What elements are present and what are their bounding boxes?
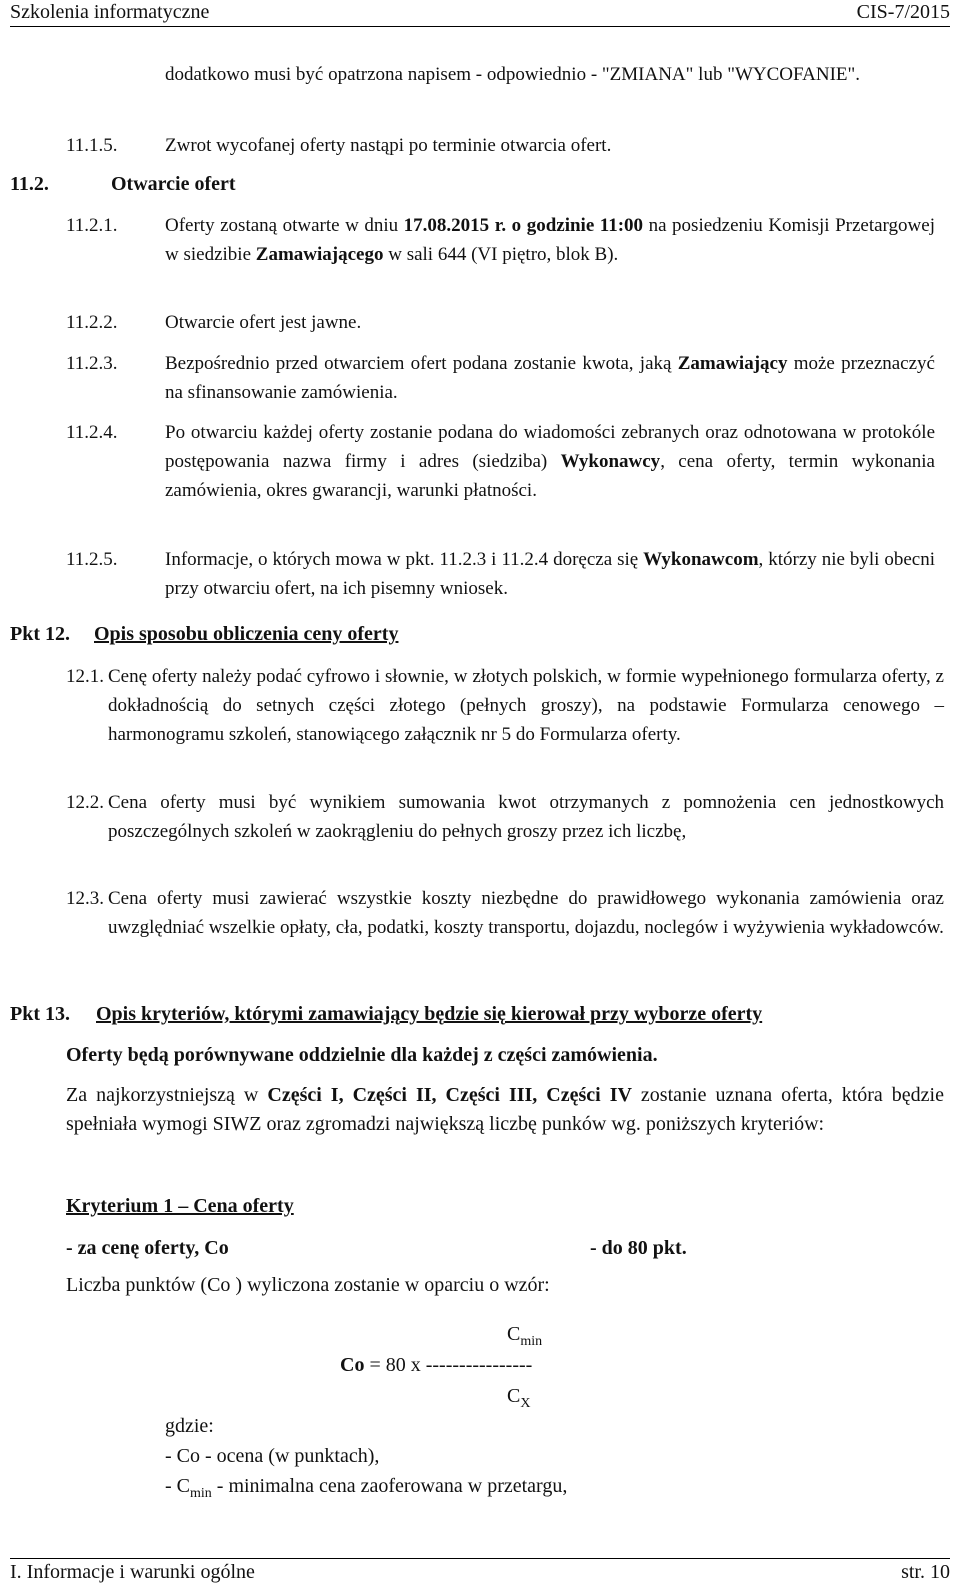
paragraph-13-bold: Oferty będą porównywane oddzielnie dla każdej z części zamówienia.	[66, 1044, 658, 1066]
footer-page-number: str. 10	[901, 1561, 950, 1583]
section-title-otwarcie: Otwarcie ofert	[111, 173, 236, 195]
definition-text: - minimalna cena zaoferowana w przetargu,	[211, 1475, 568, 1497]
formula-main-line	[340, 1351, 532, 1380]
text-run: , cena oferty, termin wykonania zamówienia, okres gwarancji, warunki płatności.	[165, 451, 935, 501]
section-number: 11.1.5.	[66, 135, 118, 156]
section-number: Pkt 12.	[10, 623, 70, 645]
definition-symbol: - C	[165, 1475, 190, 1497]
paragraph-13-criteria	[66, 1081, 944, 1139]
section-number: 11.2.4.	[66, 422, 118, 443]
section-number: Pkt 13.	[10, 1003, 70, 1025]
bold-text: Zamawiającego	[255, 244, 384, 265]
header-title: Szkolenia informatyczne	[10, 1, 210, 23]
section-number: 12.1.	[66, 666, 104, 687]
formula-numerator-subscript: min	[520, 1334, 543, 1349]
bold-text: Wykonawcom	[643, 549, 759, 570]
definition-cmin	[165, 1472, 865, 1508]
section-title-pkt13: Opis kryteriów, którymi zamawiający będzie się kierował przy wyborze oferty	[96, 1003, 763, 1025]
paragraph-12-2: Cena oferty musi być wynikiem sumowania kwot otrzymanych z pomnożenia cen jednostkowych poszczególnych szkoleń w zaokrągleniu do pełnych groszy przez ich liczbę,	[108, 792, 944, 842]
text-run: Oferty zostaną otwarte w dniu	[165, 215, 404, 236]
criterion-1-title: Kryterium 1 – Cena oferty	[66, 1195, 294, 1217]
section-number: 11.2.2.	[66, 312, 118, 333]
paragraph-12-1: Cenę oferty należy podać cyfrowo i słownie, w złotych polskich, w formie wypełnionego formularza oferty, z dokładnością do setnych części złotego (pełnych groszy), na podstawie Formularza cenowego – harmonogramu szkoleń, stanowiącego załącznik nr 5 do Formularza oferty.	[108, 666, 944, 745]
paragraph-12-3: Cena oferty musi zawierać wszystkie koszty niezbędne do prawidłowego wykonania zamówienia oraz uwzględniać wszelkie opłaty, cła, podatki, koszty transportu, dojazdu, noclegów i wyżywienia wykładowców.	[108, 888, 944, 938]
section-title-pkt12: Opis sposobu obliczenia ceny oferty	[94, 623, 399, 645]
bold-text: Części I, Części II, Części III, Części IV	[267, 1084, 632, 1106]
section-number: 12.2.	[66, 792, 104, 813]
formula-intro: Liczba punktów (Co ) wyliczona zostanie w oparciu o wzór:	[66, 1274, 550, 1296]
section-number: 11.2.5.	[66, 549, 118, 570]
bold-text: Wykonawcy	[560, 451, 661, 472]
text-run: w sali 644 (VI piętro, blok B).	[383, 244, 619, 265]
header-doc-id: CIS-7/2015	[856, 1, 950, 23]
footer-chapter: I. Informacje i warunki ogólne	[10, 1561, 255, 1583]
criterion-points: - do 80 pkt.	[590, 1237, 687, 1259]
text-run: zostanie uznana oferta, która będzie spełniała wymogi SIWZ oraz zgromadzi największą liczbę punków wg. poniższych kryteriów:	[66, 1084, 944, 1135]
bold-text: Zamawiający	[677, 353, 788, 374]
paragraph-11-1-5: Zwrot wycofanej oferty nastąpi po terminie otwarcia ofert.	[165, 135, 612, 156]
formula-lhs: Co	[340, 1354, 365, 1376]
text-run: Po otwarciu każdej oferty zostanie podana do wiadomości zebranych oraz odnotowana w protokóle postępowania nazwa firmy i adres (siedziba)	[165, 422, 935, 472]
page-footer	[10, 1558, 950, 1586]
paragraph-11-2-1	[165, 211, 935, 269]
section-number: 11.2.1.	[66, 215, 118, 236]
text-run: Bezpośrednio przed otwarciem ofert podana zostanie kwota, jaką	[165, 353, 678, 374]
text-run: , którzy nie byli obecni przy otwarciu ofert, na ich pisemny wniosek.	[165, 549, 935, 599]
text-run: Za najkorzystniejszą w	[66, 1084, 268, 1106]
definition-subscript: min	[190, 1486, 212, 1501]
intro-paragraph: dodatkowo musi być opatrzona napisem - odpowiednio - "ZMIANA" lub "WYCOFANIE".	[165, 64, 861, 85]
page-header	[10, 0, 950, 27]
bold-text: 17.08.2015 r. o godzinie 11:00	[403, 215, 644, 236]
definition-co: - Co - ocena (w punktach),	[165, 1445, 380, 1467]
formula-denominator-symbol: C	[507, 1385, 521, 1407]
formula-numerator-symbol: C	[507, 1323, 521, 1345]
criterion-price-label: - za cenę oferty, Co	[66, 1237, 229, 1259]
section-number: 12.3.	[66, 888, 104, 909]
paragraph-11-2-2: Otwarcie ofert jest jawne.	[165, 312, 362, 333]
paragraph-11-2-4	[165, 418, 935, 505]
paragraph-11-2-5	[165, 545, 935, 603]
text-run: na posiedzeniu Komisji Przetargowej w siedzibie	[165, 215, 935, 265]
paragraph-11-2-3	[165, 349, 935, 407]
definitions-label: gdzie:	[165, 1415, 214, 1437]
section-number: 11.2.	[10, 173, 49, 195]
formula-rhs: = 80 x ----------------	[364, 1354, 533, 1376]
text-run: Informacje, o których mowa w pkt. 11.2.3 i 11.2.4 doręcza się	[165, 549, 644, 570]
section-number: 11.2.3.	[66, 353, 118, 374]
text-run: może przeznaczyć na sfinansowanie zamówienia.	[165, 353, 935, 403]
formula-denominator-subscript: X	[520, 1396, 531, 1411]
